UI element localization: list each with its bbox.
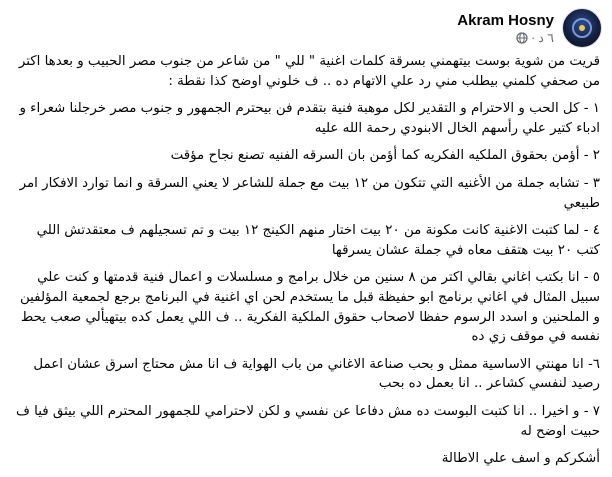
author-name[interactable]: Akram Hosny [457, 11, 554, 29]
post-meta [457, 11, 554, 46]
post-paragraph-3: ٣ - تشابه جملة من الأغنيه التي تتكون من ١٢ بيت مع جملة للشاعر لا يعني السرقة و انما توارد الافكار امر طبيعي [19, 175, 600, 211]
post-paragraph-4: ٤ - لما كتبت الاغنية كانت مكونة من ٢٠ بيت اختار منهم الكينج ١٢ بيت و تم تسجيلهم ف معتقدتش اللي كتب ٢٠ بيت هتقف معاه في جملة عشان يسرقها [36, 223, 600, 258]
separator-dot: · [531, 30, 536, 45]
post-paragraph-intro: قريت من شوية بوست بيتهمني بسرقة كلمات اغنية " للي " من شاعر من جنوب مصر الحبيب و بعدها اكتر من صحفي كلمني بيطلب مني رد علي الاتهام ده .. ف خلوني اوضح كذا نقطة : [18, 54, 600, 89]
post-paragraph-6: ٦- انا مهنتي الاساسية ممثل و بحب صناعة الاغاني من باب الهواية ف انا مش محتاج اسرق عشان اعمل رصيد لنفسي كشاعر .. انا بعمل ده بحب [33, 356, 600, 392]
post-paragraph-1: ١ - كل الحب و الاحترام و التقدير لكل موهبة فنية بتقدم فن بيحترم الجمهور و جنوب مصر خرجلنا شعراء و ادباء كتير علي رأسهم الخال الابنودي رحمة الله عليه [19, 101, 600, 136]
post-paragraph-7: ٧ - و اخيرا .. انا كتبت البوست ده مش دفاعا عن نفسي و لكن لاحترامي للجمهور المحترم اللي بيثق فيا ف حبيت اوضح له [15, 403, 600, 439]
avatar-dot [579, 25, 585, 31]
post-paragraph-5: ٥ - انا بكتب اغاني بقالي اكتر من ٨ سنين من خلال برامج و مسلسلات و اعمال فنية قدمتها و كنت علي سبيل المثال في اغاني برنامج ابو حفيظة قبل ما يستخدم لحن اي اغنية في البرنامج برجع لجمعية المؤلفين و الملحنين و اسدد الرسوم حفظا لاصحاب حقوق الملكية الفكرية .. ف اللي يعمل كده بيتهيألي صعب يحط نفسه في موقف زي ده [19, 270, 600, 345]
post-paragraph-2: ٢ - أؤمن بحقوق الملكيه الفكريه كما أؤمن بان السرقه الفنيه تصنع نجاح مؤقت [170, 148, 600, 164]
post-header [457, 8, 602, 48]
post-subline [516, 30, 554, 46]
globe-icon[interactable] [516, 32, 528, 44]
post-paragraph-closing: أشكركم و اسف علي الاطالة [441, 451, 600, 467]
avatar[interactable] [562, 8, 602, 48]
post-timestamp[interactable]: ٦ د [538, 30, 554, 45]
post-body [12, 52, 600, 477]
